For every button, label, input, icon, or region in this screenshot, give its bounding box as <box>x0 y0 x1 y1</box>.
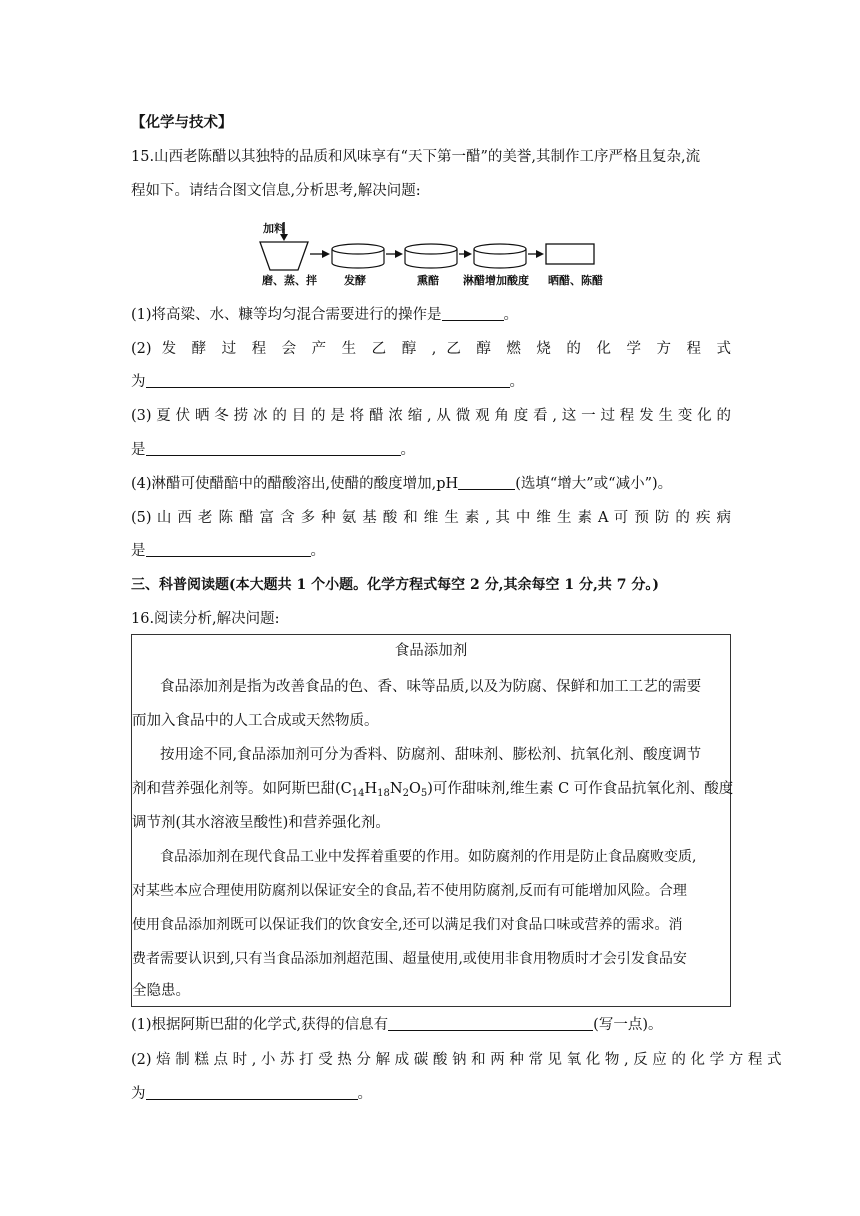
section3-heading: 三、科普阅读题(本大题共 1 个小题。化学方程式每空 2 分,其余每空 1 分,共 7 分。) <box>131 577 659 593</box>
q16-part2-line1: (2) 焙 制 糕 点 时 , 小 苏 打 受 热 分 解 成 碳 酸 钠 和 两 种 常 见 氧 化 物 , 反 应 的 化 学 方 程 式 <box>131 1052 782 1068</box>
passage-p2-line3: 调节剂(其水溶液呈酸性)和营养强化剂。 <box>132 815 390 831</box>
smoking-vat <box>405 244 457 268</box>
q15-part2-line1: (2) 发 酵 过 程 会 产 生 乙 醇 , 乙 醇 燃 烧 的 化 学 方 程 式 <box>131 341 731 357</box>
q15-part3-answer-blank[interactable] <box>146 441 401 456</box>
passage-p1-line1: 食品添加剂是指为改善食品的色、香、味等品质,以及为防腐、保鲜和加工工艺的需要 <box>160 679 702 695</box>
reading-passage-box <box>131 634 734 1007</box>
step-label-grinding: 磨、蒸、拌 <box>262 274 317 287</box>
step-label-fermentation: 发酵 <box>344 274 366 287</box>
q16-stem: 16.阅读分析,解决问题: <box>131 611 280 627</box>
passage-p1-line2: 而加入食品中的人工合成或天然物质。 <box>132 713 379 729</box>
passage-p3-line4: 费者需要认识到,只有当食品添加剂超范围、超量使用,或使用非食用物质时才会引发食品安 <box>132 951 687 967</box>
passage-p3-line3: 使用食品添加剂既可以保证我们的饮食安全,还可以满足我们对食品口味或营养的需求。消 <box>132 917 683 933</box>
hopper-shape <box>260 242 308 270</box>
q15-part1-answer-blank[interactable] <box>442 306 504 321</box>
q16-part1: (1)根据阿斯巴甜的化学式,获得的信息有 (写一点)。 <box>131 1017 663 1033</box>
step-label-aging: 晒醋、陈醋 <box>548 274 603 287</box>
q15-part5-line1: (5) 山 西 老 陈 醋 富 含 多 种 氨 基 酸 和 维 生 素 , 其 中 维 生 素 A 可 预 防 的 疾 病 <box>131 510 731 526</box>
q15-part2-answer-blank[interactable] <box>146 373 510 388</box>
passage-p3-line1: 食品添加剂在现代食品工业中发挥着重要的作用。如防腐剂的作用是防止食品腐败变质, <box>160 849 697 865</box>
q15-part5-answer-blank[interactable] <box>146 542 311 557</box>
input-label: 加料 <box>263 222 285 235</box>
passage-p3-line2: 对某些本应合理使用防腐剂以保证安全的食品,若不使用防腐剂,反而有可能增加风险。合理 <box>132 883 687 899</box>
passage-p3-line5: 全隐患。 <box>132 983 190 999</box>
q15-part3-line1: (3) 夏 伏 晒 冬 捞 冰 的 目 的 是 将 醋 浓 缩 , 从 微 观 角 度 看 , 这 一 过 程 发 生 变 化 的 <box>131 408 731 424</box>
passage-p2-line1: 按用途不同,食品添加剂可分为香料、防腐剂、甜味剂、膨松剂、抗氧化剂、酸度调节 <box>160 747 702 763</box>
leaching-vat <box>474 244 526 268</box>
q15-part5-line2: 是 。 <box>131 543 325 559</box>
q16-part1-answer-blank[interactable] <box>388 1016 593 1031</box>
q15-stem-line2: 程如下。请结合图文信息,分析思考,解决问题: <box>131 183 421 199</box>
q15-part1: (1)将高粱、水、糠等均匀混合需要进行的操作是 。 <box>131 307 519 323</box>
passage-p2-line2: 剂和营养强化剂等。如阿斯巴甜$(C_{14}H_{18}N_2O_5)$可作甜味剂,维生素 C 可作食品抗氧化剂、酸度 <box>132 781 734 799</box>
q16-part2-answer-blank[interactable] <box>146 1085 358 1100</box>
q16-part2-line2: 为 。 <box>131 1086 372 1102</box>
q15-part4: (4)淋醋可使醋醅中的醋酸溶出,使醋的酸度增加,pH (选填“增大”或“减小”)。 <box>131 476 673 492</box>
step-label-leaching: 淋醋增加酸度 <box>463 274 529 287</box>
passage-title: 食品添加剂 <box>394 643 468 659</box>
q15-part2-line2: 为 。 <box>131 374 524 390</box>
section-label: 【化学与技术】 <box>131 114 233 131</box>
fermentation-vat <box>332 244 384 268</box>
step-label-smoking: 熏醅 <box>417 274 439 287</box>
q15-stem-line1: 15.山西老陈醋以其独特的品质和风味享有“天下第一醋”的美誉,其制作工序严格且复杂,流 <box>131 149 701 165</box>
aging-container <box>546 244 594 264</box>
process-flow-diagram <box>258 220 614 288</box>
q15-part4-answer-blank[interactable] <box>458 475 515 490</box>
q15-part3-line2: 是 。 <box>131 442 415 458</box>
